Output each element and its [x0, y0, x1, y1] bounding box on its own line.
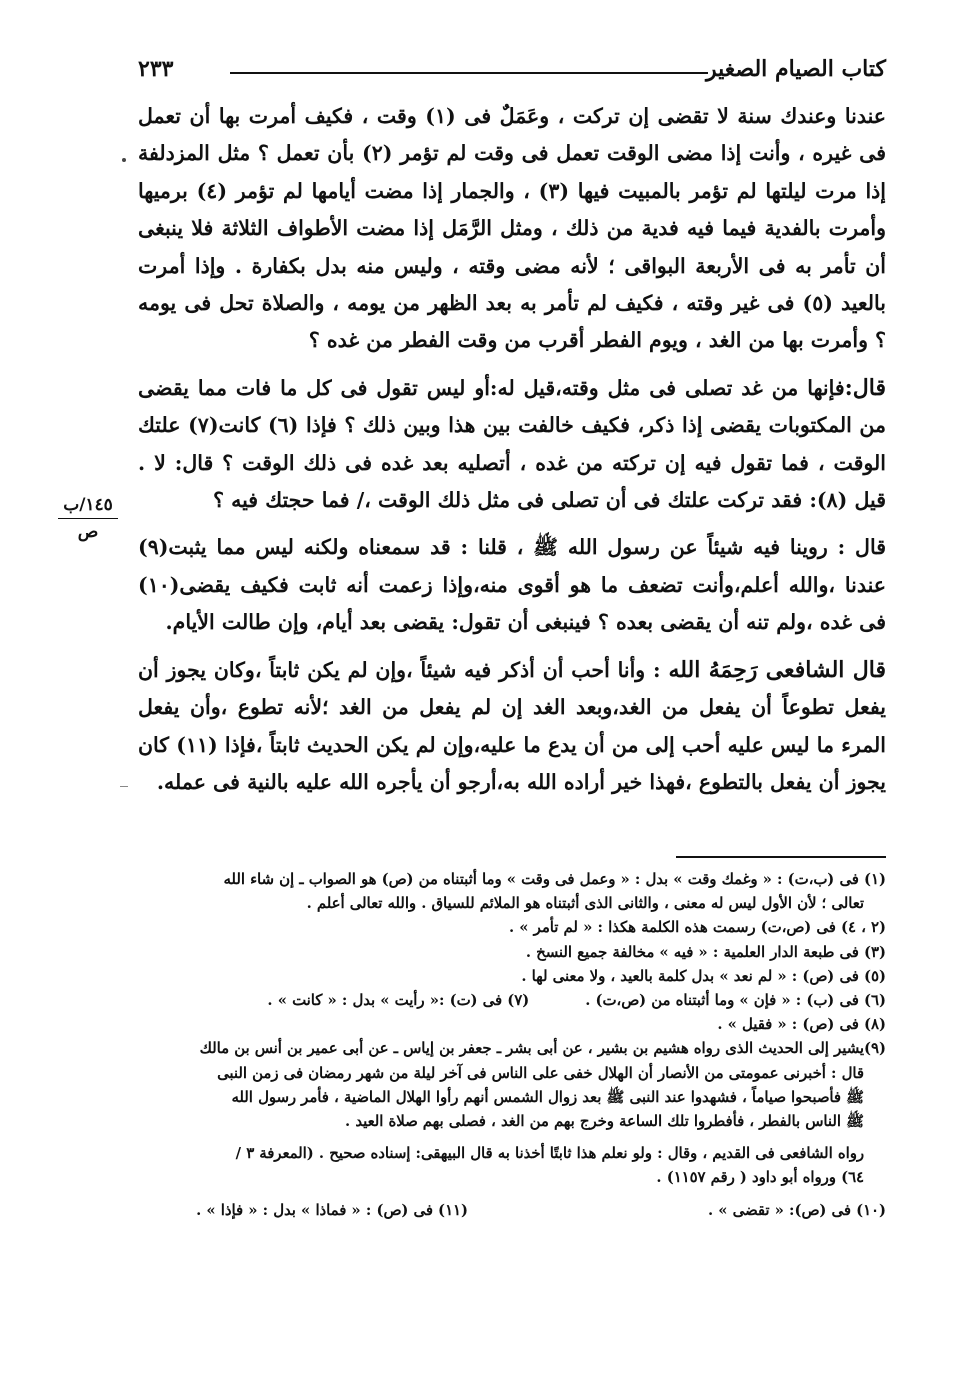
folio-manuscript: ص — [77, 522, 99, 542]
paragraph-1: عندنا وعندك سنة لا تقضى إن تركت ، وعَمَلٌ فى (١) وقت ، فكيف أمرت بها أن تعمل فى غيره ، وأنت إذا مضى الوقت تعمل فى وقت لم تؤمر (٢) بأن تعمل ؟ مثل المزدلفة إذا مرت ليلتها لم تؤمر بالمبيت فيها (٣) ، والجمار إذا مضت أيامها لم تؤمر (٤) برميها وأمرت بالفدية فيما فيه فدية من ذلك ، ومثل الرَّمَل إذا مضت الأطواف الثلاثة فلا ينبغى أن تأمر به فى الأربعة البواقى ؛ لأنه مضى وقته ، وليس منه بدل بكفارة . وإذا أمرت بالعيد (٥) فى غير وقته ، فكيف لم تأمر به بعد الظهر من يومه ، والصلاة تحل فى يومه ؟ وأمرت بها من الغد ، ويوم الفطر أقرب من وقت الفطر من غده ؟ — [138, 104, 886, 353]
footnote-9-line-5: رواه الشافعى فى القديم ، وقال : ولو نعلم هذا ثابتًا أخذنا به قال البيهقى: إسناده صحيح . (المعرفة ٣ / — [235, 1145, 864, 1163]
paragraph-4-text: : وأنا أحب أن أذكر فيه شيئاً ،وإن لم يكن ثابتاً ،وكان يجوز أن يفعل تطوعاً أن يفعل من الغد،وبعد الغد إن لم يفعل من الغد ؛لأنه تطوع ،وأن يفعل المرء ما ليس عليه أحب إلى من أن يدع ما عليه،وإن لم يكن الحديث ثابتاً ،فإذا (١١) كان يجوز أن يفعل بالتطوع ،فهذا خير أراده الله به،أرجو أن يأجره الله عليه بالنية فى عمله. — [138, 657, 886, 794]
paragraph-2-lead: قال: — [844, 374, 886, 401]
page-number: ٢٣٣ — [138, 56, 174, 82]
margin-dot — [122, 158, 126, 162]
footnote-row-10-11 — [138, 1199, 886, 1223]
running-header — [138, 54, 886, 88]
footnote-1: (١) فى (ب،ت) : « وغمك وقت » بدل : « وعمل فى وقت » وما أثبتناه من (ص) هو الصواب ـ إن شاء الله — [223, 871, 886, 888]
footnote-2-4: (٢ ، ٤) فى (ص،ت) رسمت هذه الكلمة هكذا : « لم تأمر » . — [508, 919, 886, 937]
footnote-divider — [676, 856, 886, 858]
footnotes — [138, 868, 886, 1223]
main-text — [138, 98, 886, 811]
footnote-5: (٥) فى (ص) : « لم نعد » بدل كلمة بالعيد ، ولا معنى لها . — [521, 967, 886, 985]
footnote-1-cont: تعالى ؛ لأن الأول ليس له معنى ، والثانى الذى أثبتناه هو الملائم للسياق . والله تعالى أعلم . — [306, 895, 864, 913]
footnote-10: (١٠) فى (ص): « تقضى » . — [707, 1201, 886, 1219]
manuscript-folio-marker — [58, 494, 118, 543]
margin-tick — [120, 786, 128, 787]
paragraph-2 — [138, 370, 886, 520]
folio-ref: ١٤٥/ب — [58, 494, 118, 519]
footnote-6: (٦) فى (ب) : « فإن » وما أثبتناه من (ص،ت) . — [585, 992, 886, 1010]
footnote-row-6-7 — [138, 989, 886, 1013]
footnote-9: (٩)يشير إلى الحديث الذى رواه هشيم بن بشير ، عن أبى بشر ـ جعفر بن إياس ـ عن أبى عمير بن أنس بن مالك — [199, 1040, 886, 1058]
footnote-3: (٣) فى طبعة الدار العلمية : « فيه » مخالفة جميع النسخ . — [525, 943, 886, 961]
paragraph-3: قال : روينا فيه شيئاً عن رسول الله ﷺ ، قلنا : قد سمعناه ولكنه ليس مما يثبت(٩) عندنا ،والله أعلم،وأنت تضعف ما هو أقوى منه،وإذا زعمت أنه ثابت فكيف يقضى(١٠) فى غده ،ولم تنه أن يقضى بعده ؟ فينبغى أن تقول: يقضى بعد أيام، وإن طالت الأيام. — [138, 535, 886, 635]
paragraph-4 — [138, 652, 886, 802]
paragraph-2-text: فإنها من غد تصلى فى مثل وقته،قيل له:أو ليس تقول فى كل ما فات مما يقضى من المكتوبات يقضى إذا ذكر، فكيف خالفت بين هذا وبين ذلك ؟ فإذا (٦) كانت(٧) علتك الوقت ، فما تقول فيه إن تركته من غده ، أتصليه بعد غده فى ذلك الوقت ؟ قال: لا . قيل (٨): فقد تركت علتك فى أن تصلى فى مثل ذلك الوقت ،/ فما حجتك فيه ؟ — [138, 375, 886, 513]
header-rule — [230, 72, 708, 74]
footnote-8: (٨) فى (ص) : « فقيل » . — [717, 1016, 886, 1034]
footnote-7: (٧) فى (ت) :« رأيت » بدل : « كانت » . — [267, 992, 530, 1010]
paragraph-4-lead: قال الشافعى رَحِمَهُ الله — [668, 656, 886, 683]
footnote-9-line-6: ٦٤) ورواه أبو داود ( رقم ١١٥٧) . — [656, 1169, 864, 1187]
footnote-11: (١١) فى (ص) : « فماذا » بدل : « فإذا » . — [196, 1201, 468, 1219]
footnote-9-line-4: ﷺ الناس بالفطر ، فأفطروا تلك الساعة وخرج بهم من الغد ، فصلى بهم صلاة العيد . — [345, 1113, 864, 1131]
footnote-9-line-2: قال : أخبرنى عمومتى من الأنصار أن الهلال خفى على الناس فى آخر ليلة من شهر رمضان فى زمن النبى — [217, 1064, 864, 1082]
footnote-9-line-3: ﷺ فأصبحوا صياماً ، فشهدوا عند النبى ﷺ بعد زوال الشمس أنهم رأوا الهلال الماضية ، فأمر رسول الله — [231, 1088, 864, 1106]
book-title: كتاب الصيام الصغير — [706, 56, 886, 82]
